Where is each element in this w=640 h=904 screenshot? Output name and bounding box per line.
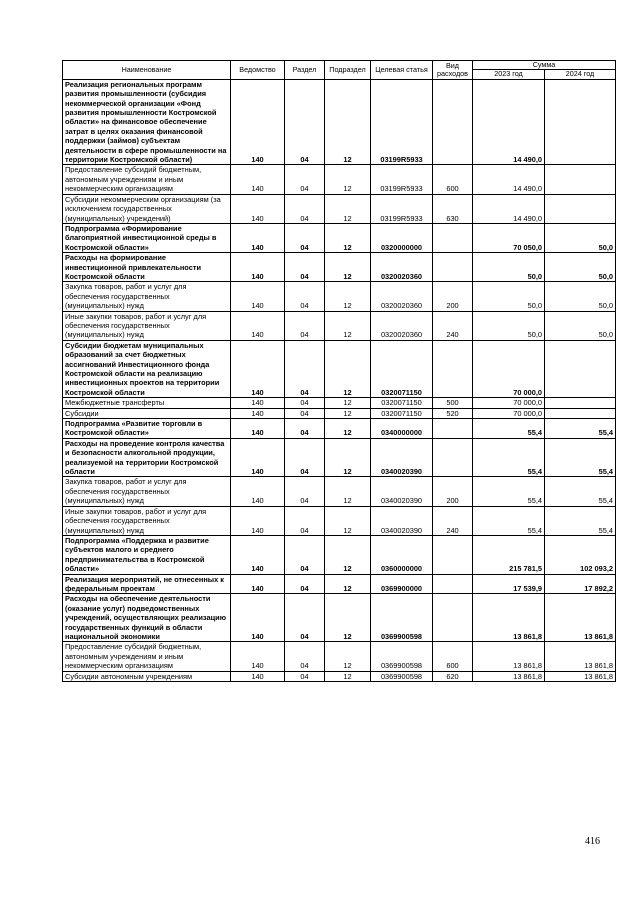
cell-name: Иные закупки товаров, работ и услуг для обеспечения государственных (муниципальных) нужд (63, 506, 231, 535)
cell-subsection: 12 (325, 642, 371, 671)
cell-2023: 50,0 (473, 253, 545, 282)
table-row (63, 311, 616, 340)
cell-subsection: 12 (325, 477, 371, 506)
cell-subsection: 12 (325, 408, 371, 418)
table-row (63, 282, 616, 311)
cell-dept: 140 (231, 223, 285, 252)
budget-table (62, 60, 616, 682)
cell-section: 04 (285, 477, 325, 506)
table-row (63, 165, 616, 194)
table-row (63, 535, 616, 574)
cell-dept: 140 (231, 477, 285, 506)
cell-2024: 13 861,8 (545, 642, 616, 671)
table-row (63, 642, 616, 671)
cell-subsection: 12 (325, 165, 371, 194)
cell-section: 04 (285, 419, 325, 439)
cell-name: Субсидии автономным учреждениям (63, 671, 231, 681)
cell-kind: 620 (433, 671, 473, 681)
cell-2023: 70 000,0 (473, 408, 545, 418)
cell-target: 03199R5933 (371, 79, 433, 165)
cell-section: 04 (285, 311, 325, 340)
cell-section: 04 (285, 165, 325, 194)
header-name: Наименование (63, 61, 231, 80)
cell-kind (433, 574, 473, 594)
cell-2023: 70 050,0 (473, 223, 545, 252)
header-year-2023: 2023 год (473, 70, 545, 79)
cell-subsection: 12 (325, 340, 371, 397)
cell-2024: 55,4 (545, 506, 616, 535)
cell-2023: 55,4 (473, 477, 545, 506)
cell-target: 0320000000 (371, 223, 433, 252)
cell-2024 (545, 194, 616, 223)
cell-subsection: 12 (325, 282, 371, 311)
cell-name: Реализация региональных программ развития промышленности (субсидия некоммерческой организации «Фонд развития промышленности Костромской области» на финансовое обеспечение затрат в целях оказания финансовой поддержки (займов) субъектам деятельности в сфере промышленности на территории Костромской области) (63, 79, 231, 165)
cell-subsection: 12 (325, 574, 371, 594)
cell-section: 04 (285, 79, 325, 165)
cell-dept: 140 (231, 438, 285, 477)
table-row (63, 253, 616, 282)
cell-2024: 50,0 (545, 282, 616, 311)
cell-target: 0320020360 (371, 311, 433, 340)
cell-target: 0320071150 (371, 340, 433, 397)
cell-2023: 14 490,0 (473, 165, 545, 194)
cell-kind (433, 340, 473, 397)
cell-2024: 13 861,8 (545, 594, 616, 642)
cell-section: 04 (285, 253, 325, 282)
cell-target: 0369900598 (371, 642, 433, 671)
cell-2023: 14 490,0 (473, 194, 545, 223)
header-target: Целевая статья (371, 61, 433, 80)
table-row (63, 223, 616, 252)
table-row (63, 340, 616, 397)
cell-section: 04 (285, 282, 325, 311)
cell-dept: 140 (231, 311, 285, 340)
cell-dept: 140 (231, 408, 285, 418)
cell-name: Закупка товаров, работ и услуг для обеспечения государственных (муниципальных) нужд (63, 282, 231, 311)
cell-target: 03199R5933 (371, 194, 433, 223)
cell-name: Предоставление субсидий бюджетным, автономным учреждениям и иным некоммерческим организациям (63, 165, 231, 194)
cell-subsection: 12 (325, 506, 371, 535)
cell-kind: 240 (433, 506, 473, 535)
cell-kind (433, 79, 473, 165)
cell-target: 0340000000 (371, 419, 433, 439)
cell-dept: 140 (231, 282, 285, 311)
cell-dept: 140 (231, 79, 285, 165)
cell-subsection: 12 (325, 398, 371, 408)
cell-target: 0320020360 (371, 253, 433, 282)
cell-dept: 140 (231, 506, 285, 535)
cell-subsection: 12 (325, 194, 371, 223)
cell-section: 04 (285, 642, 325, 671)
cell-2024 (545, 340, 616, 397)
cell-target: 0320020360 (371, 282, 433, 311)
cell-2023: 55,4 (473, 419, 545, 439)
table-row (63, 477, 616, 506)
header-section: Раздел (285, 61, 325, 80)
page-number: 416 (585, 836, 600, 847)
cell-2024: 50,0 (545, 253, 616, 282)
header-subsection: Подраздел (325, 61, 371, 80)
cell-2023: 13 861,8 (473, 642, 545, 671)
cell-2024 (545, 79, 616, 165)
table-row (63, 194, 616, 223)
cell-kind (433, 419, 473, 439)
cell-section: 04 (285, 340, 325, 397)
cell-kind (433, 253, 473, 282)
cell-2024 (545, 398, 616, 408)
cell-name: Расходы на формирование инвестиционной привлекательности Костромской области (63, 253, 231, 282)
header-year-2024: 2024 год (545, 70, 616, 79)
cell-name: Субсидии некоммерческим организациям (за исключением государственных (муниципальных) учреждений) (63, 194, 231, 223)
table-row (63, 671, 616, 681)
cell-section: 04 (285, 223, 325, 252)
cell-target: 0320071150 (371, 398, 433, 408)
cell-subsection: 12 (325, 223, 371, 252)
cell-2023: 13 861,8 (473, 671, 545, 681)
cell-kind (433, 594, 473, 642)
cell-section: 04 (285, 671, 325, 681)
table-row (63, 438, 616, 477)
header-kind: Вид расходов (433, 61, 473, 80)
cell-2024: 55,4 (545, 438, 616, 477)
cell-target: 0369900598 (371, 594, 433, 642)
cell-2023: 215 781,5 (473, 535, 545, 574)
cell-2023: 50,0 (473, 311, 545, 340)
cell-2024: 55,4 (545, 477, 616, 506)
cell-target: 0369900000 (371, 574, 433, 594)
cell-2024: 55,4 (545, 419, 616, 439)
cell-dept: 140 (231, 340, 285, 397)
cell-dept: 140 (231, 642, 285, 671)
cell-dept: 140 (231, 535, 285, 574)
cell-kind: 240 (433, 311, 473, 340)
cell-subsection: 12 (325, 253, 371, 282)
cell-2023: 70 000,0 (473, 340, 545, 397)
cell-kind (433, 223, 473, 252)
cell-subsection: 12 (325, 419, 371, 439)
table-body (63, 79, 616, 681)
cell-target: 0340020390 (371, 506, 433, 535)
table-row (63, 79, 616, 165)
cell-2024: 50,0 (545, 311, 616, 340)
cell-kind: 600 (433, 642, 473, 671)
table-header (63, 61, 616, 80)
cell-section: 04 (285, 194, 325, 223)
cell-subsection: 12 (325, 438, 371, 477)
cell-target: 0369900598 (371, 671, 433, 681)
header-sum: Сумма (473, 61, 616, 70)
cell-2024: 102 093,2 (545, 535, 616, 574)
cell-subsection: 12 (325, 311, 371, 340)
cell-target: 03199R5933 (371, 165, 433, 194)
cell-2024 (545, 165, 616, 194)
cell-kind: 500 (433, 398, 473, 408)
table-row (63, 506, 616, 535)
cell-subsection: 12 (325, 671, 371, 681)
cell-dept: 140 (231, 671, 285, 681)
cell-name: Реализация мероприятий, не отнесенных к федеральным проектам (63, 574, 231, 594)
cell-target: 0360000000 (371, 535, 433, 574)
table-row (63, 408, 616, 418)
cell-section: 04 (285, 574, 325, 594)
cell-2023: 14 490,0 (473, 79, 545, 165)
cell-2023: 17 539,9 (473, 574, 545, 594)
cell-name: Подпрограмма «Формирование благоприятной инвестиционной среды в Костромской области» (63, 223, 231, 252)
cell-section: 04 (285, 506, 325, 535)
cell-name: Иные закупки товаров, работ и услуг для обеспечения государственных (муниципальных) нужд (63, 311, 231, 340)
cell-2024: 13 861,8 (545, 671, 616, 681)
cell-dept: 140 (231, 165, 285, 194)
cell-name: Расходы на проведение контроля качества и безопасности алкогольной продукции, реализуемой на территории Костромской области (63, 438, 231, 477)
cell-subsection: 12 (325, 79, 371, 165)
cell-name: Закупка товаров, работ и услуг для обеспечения государственных (муниципальных) нужд (63, 477, 231, 506)
cell-target: 0340020390 (371, 438, 433, 477)
cell-kind: 600 (433, 165, 473, 194)
cell-2024: 17 892,2 (545, 574, 616, 594)
cell-name: Предоставление субсидий бюджетным, автономным учреждениям и иным некоммерческим организациям (63, 642, 231, 671)
table-row (63, 419, 616, 439)
cell-name: Подпрограмма «Поддержка и развитие субъектов малого и среднего предпринимательства в Костромской области» (63, 535, 231, 574)
cell-dept: 140 (231, 253, 285, 282)
cell-name: Субсидии (63, 408, 231, 418)
cell-section: 04 (285, 438, 325, 477)
cell-section: 04 (285, 535, 325, 574)
cell-name: Субсидии бюджетам муниципальных образований за счет бюджетных ассигнований Инвестиционного фонда Костромской области на реализацию инвестиционных проектов на территории Костромской области (63, 340, 231, 397)
cell-target: 0340020390 (371, 477, 433, 506)
cell-kind: 520 (433, 408, 473, 418)
cell-dept: 140 (231, 398, 285, 408)
cell-dept: 140 (231, 419, 285, 439)
cell-2023: 70 000,0 (473, 398, 545, 408)
cell-2023: 55,4 (473, 506, 545, 535)
cell-section: 04 (285, 398, 325, 408)
cell-subsection: 12 (325, 535, 371, 574)
header-dept: Ведомство (231, 61, 285, 80)
cell-kind (433, 535, 473, 574)
cell-dept: 140 (231, 574, 285, 594)
cell-name: Подпрограмма «Развитие торговли в Костромской области» (63, 419, 231, 439)
cell-2023: 13 861,8 (473, 594, 545, 642)
table-row (63, 594, 616, 642)
cell-name: Расходы на обеспечение деятельности (оказание услуг) подведомственных учреждений, осуществляющих реализацию государственных функций в области национальной экономики (63, 594, 231, 642)
cell-2023: 55,4 (473, 438, 545, 477)
cell-2024 (545, 408, 616, 418)
cell-section: 04 (285, 594, 325, 642)
cell-2024: 50,0 (545, 223, 616, 252)
cell-kind: 200 (433, 477, 473, 506)
cell-kind: 630 (433, 194, 473, 223)
cell-dept: 140 (231, 594, 285, 642)
cell-name: Межбюджетные трансферты (63, 398, 231, 408)
table-row (63, 574, 616, 594)
cell-section: 04 (285, 408, 325, 418)
cell-kind (433, 438, 473, 477)
cell-2023: 50,0 (473, 282, 545, 311)
cell-kind: 200 (433, 282, 473, 311)
cell-dept: 140 (231, 194, 285, 223)
cell-target: 0320071150 (371, 408, 433, 418)
table-row (63, 398, 616, 408)
cell-subsection: 12 (325, 594, 371, 642)
